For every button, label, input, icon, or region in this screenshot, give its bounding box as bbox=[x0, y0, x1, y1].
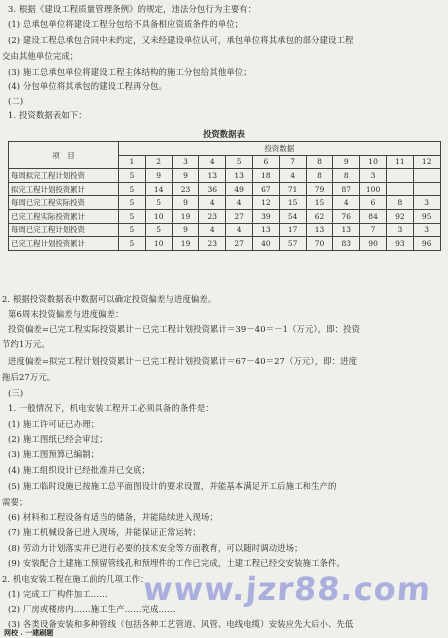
table-cell: 87 bbox=[333, 182, 360, 196]
table-cell: 9 bbox=[145, 169, 172, 183]
table-cell: 4 bbox=[226, 223, 253, 237]
table-cell: 62 bbox=[306, 209, 333, 223]
row-label: 已完工程计划投资累计 bbox=[9, 237, 119, 251]
table-cell: 5 bbox=[119, 169, 146, 183]
table-cell: 23 bbox=[199, 209, 226, 223]
text-line: 2. 根据投资数据表中数据可以确定投资偏差与进度偏差。 bbox=[2, 294, 217, 304]
text-line: (2) 建设工程总承包合同中未约定，又未经建设单位认可，承包单位将其承包的部分建设工程 bbox=[8, 35, 354, 45]
month-header: 12 bbox=[413, 155, 440, 169]
table-cell bbox=[386, 169, 413, 183]
table-cell: 8 bbox=[306, 169, 333, 183]
row-label: 每周已完工程实际投资 bbox=[9, 196, 119, 210]
table-cell: 36 bbox=[199, 182, 226, 196]
table-cell: 84 bbox=[360, 209, 387, 223]
text-line: 进度偏差=拟完工程计划投资累计－已完工程计划投资累计＝67－40＝27（万元），即：进度 bbox=[8, 356, 358, 366]
table-cell: 3 bbox=[386, 223, 413, 237]
table-cell: 96 bbox=[413, 237, 440, 251]
text-line: (3) 施工图预算已编制； bbox=[8, 449, 100, 459]
month-header: 2 bbox=[145, 155, 172, 169]
table-cell bbox=[386, 182, 413, 196]
table-row bbox=[9, 182, 441, 196]
table-cell: 49 bbox=[226, 182, 253, 196]
table-header-row bbox=[9, 142, 441, 156]
text-line: (三) bbox=[8, 388, 24, 398]
table-cell: 71 bbox=[279, 182, 306, 196]
table-cell: 4 bbox=[279, 169, 306, 183]
text-line: (1) 完成工厂构件加工…… bbox=[8, 589, 108, 599]
table-cell: 5 bbox=[119, 196, 146, 210]
table-cell: 17 bbox=[279, 223, 306, 237]
table-body bbox=[9, 169, 441, 251]
text-line: 3. 根据《建设工程质量管理条例》的规定，违法分包行为主要有： bbox=[8, 4, 257, 14]
table-cell: 19 bbox=[172, 237, 199, 251]
table-cell: 4 bbox=[333, 196, 360, 210]
text-line: (2) 厂房或楼房内……施工生产……完成…… bbox=[8, 604, 176, 614]
table-cell: 4 bbox=[199, 223, 226, 237]
month-header: 10 bbox=[360, 155, 387, 169]
text-line: (1) 总承包单位将建设工程分包给不具备相应资质条件的单位； bbox=[8, 19, 244, 29]
table-cell: 23 bbox=[199, 237, 226, 251]
table-cell: 13 bbox=[199, 169, 226, 183]
table-cell: 83 bbox=[333, 237, 360, 251]
text-line: 1. 投资数据表如下： bbox=[8, 110, 87, 120]
text-line: (5) 施工临时设施已按施工总平面图设计的要求设置，并能基本满足开工后施工和生产的 bbox=[8, 481, 337, 491]
table-cell: 12 bbox=[252, 196, 279, 210]
table-row bbox=[9, 196, 441, 210]
row-label: 拟完工程计划投资累计 bbox=[9, 182, 119, 196]
investment-data-table bbox=[8, 141, 441, 251]
text-line: 投资偏差=已完工程实际投资累计－已完工程计划投资累计＝39－40＝－1（万元），即：投资 bbox=[8, 324, 361, 334]
table-cell bbox=[413, 182, 440, 196]
table-cell: 13 bbox=[252, 223, 279, 237]
table-cell: 67 bbox=[252, 182, 279, 196]
month-header: 7 bbox=[279, 155, 306, 169]
month-header: 4 bbox=[199, 155, 226, 169]
text-line: 拖后27万元。 bbox=[2, 372, 56, 382]
table-cell: 10 bbox=[145, 237, 172, 251]
table-cell: 5 bbox=[119, 182, 146, 196]
table-cell: 23 bbox=[172, 182, 199, 196]
text-line: (3) 施工总承包单位将建设工程主体结构的施工分包给其他单位； bbox=[8, 67, 252, 77]
table-cell: 79 bbox=[306, 182, 333, 196]
table-cell: 92 bbox=[386, 209, 413, 223]
table-cell: 10 bbox=[145, 209, 172, 223]
table-cell: 5 bbox=[119, 223, 146, 237]
text-line: (二) bbox=[8, 96, 24, 106]
table-cell: 13 bbox=[306, 223, 333, 237]
header-group: 投资数据 bbox=[119, 142, 441, 156]
table-cell: 76 bbox=[333, 209, 360, 223]
table-cell: 3 bbox=[413, 196, 440, 210]
table-cell: 27 bbox=[226, 209, 253, 223]
table-cell: 5 bbox=[119, 209, 146, 223]
text-line: 2. 机电安装工程在施工前的几项工作： bbox=[2, 574, 149, 584]
table-cell: 13 bbox=[333, 223, 360, 237]
row-label: 每周已完工程计划投资 bbox=[9, 223, 119, 237]
table-cell: 4 bbox=[226, 196, 253, 210]
table-cell: 6 bbox=[360, 196, 387, 210]
month-header: 3 bbox=[172, 155, 199, 169]
month-header: 9 bbox=[333, 155, 360, 169]
month-header: 8 bbox=[306, 155, 333, 169]
header-item: 项 目 bbox=[9, 142, 119, 169]
table-cell: 40 bbox=[252, 237, 279, 251]
text-line: (4) 施工组织设计已经批准并已交底； bbox=[8, 465, 151, 475]
text-line: 1. 一般情况下，机电安装工程开工必须具备的条件是： bbox=[8, 403, 214, 413]
table-cell: 39 bbox=[252, 209, 279, 223]
table-cell: 9 bbox=[172, 196, 199, 210]
text-line: 节约1万元。 bbox=[2, 339, 50, 349]
table-row bbox=[9, 237, 441, 251]
table-cell: 15 bbox=[306, 196, 333, 210]
table-cell: 5 bbox=[145, 223, 172, 237]
text-line: (1) 施工许可证已办理； bbox=[8, 419, 100, 429]
text-line: (8) 劳动力计划落实并已进行必要的技术安全等方面教育，可以随时调动进场； bbox=[8, 543, 303, 553]
text-line: (4) 分包单位将其承包的建设工程再分包。 bbox=[8, 81, 167, 91]
table-cell: 8 bbox=[333, 169, 360, 183]
text-line: 需要； bbox=[2, 497, 28, 507]
month-header: 1 bbox=[119, 155, 146, 169]
footer-label: 网校 . 一建刷题 bbox=[4, 628, 54, 637]
table-row bbox=[9, 169, 441, 183]
text-line: (6) 材料和工程设备有适当的储备，并能陆续进入现场； bbox=[8, 512, 218, 522]
table-cell: 4 bbox=[199, 196, 226, 210]
table-cell: 19 bbox=[172, 209, 199, 223]
table-cell: 93 bbox=[386, 237, 413, 251]
table-cell: 5 bbox=[119, 237, 146, 251]
table-cell: 9 bbox=[172, 223, 199, 237]
table-cell: 90 bbox=[360, 237, 387, 251]
table-cell: 18 bbox=[252, 169, 279, 183]
text-line: 第6周末投资偏差与进度偏差： bbox=[8, 309, 124, 319]
table-cell: 100 bbox=[360, 182, 387, 196]
row-label: 每周拟完工程计划投资 bbox=[9, 169, 119, 183]
table-cell: 95 bbox=[413, 209, 440, 223]
table-title: 投资数据表 bbox=[203, 129, 245, 139]
table-cell: 7 bbox=[360, 223, 387, 237]
table-cell: 8 bbox=[386, 196, 413, 210]
text-line: (7) 施工机械设备已进入现场，并能保证正常运转； bbox=[8, 527, 201, 537]
table-cell: 5 bbox=[145, 196, 172, 210]
row-label: 已完工程实际投资累计 bbox=[9, 209, 119, 223]
text-line: (9) 安装配合土建施工预留管线孔和预埋件的工作已完成，土建工程已经交安装施工条件。 bbox=[8, 558, 345, 568]
watermark: www.jzr88.com bbox=[141, 570, 433, 608]
month-header: 11 bbox=[386, 155, 413, 169]
table-cell: 27 bbox=[226, 237, 253, 251]
text-line: (3) 各类设备安装和多种管线（包括各种工艺管道、风管、电线电缆）安装应先大后小、先低 bbox=[8, 619, 354, 629]
month-header: 6 bbox=[252, 155, 279, 169]
table-cell: 54 bbox=[279, 209, 306, 223]
table-cell: 9 bbox=[172, 169, 199, 183]
table-cell: 3 bbox=[413, 223, 440, 237]
table-cell: 57 bbox=[279, 237, 306, 251]
table-row bbox=[9, 209, 441, 223]
table-cell: 14 bbox=[145, 182, 172, 196]
text-line: (2) 施工图纸已经会审过； bbox=[8, 434, 108, 444]
table-cell: 70 bbox=[306, 237, 333, 251]
table-cell bbox=[413, 169, 440, 183]
text-line: 交由其他单位完成； bbox=[2, 51, 79, 61]
table-cell: 13 bbox=[226, 169, 253, 183]
table-cell: 15 bbox=[279, 196, 306, 210]
table-cell: 3 bbox=[360, 169, 387, 183]
table-row bbox=[9, 223, 441, 237]
month-header: 5 bbox=[226, 155, 253, 169]
